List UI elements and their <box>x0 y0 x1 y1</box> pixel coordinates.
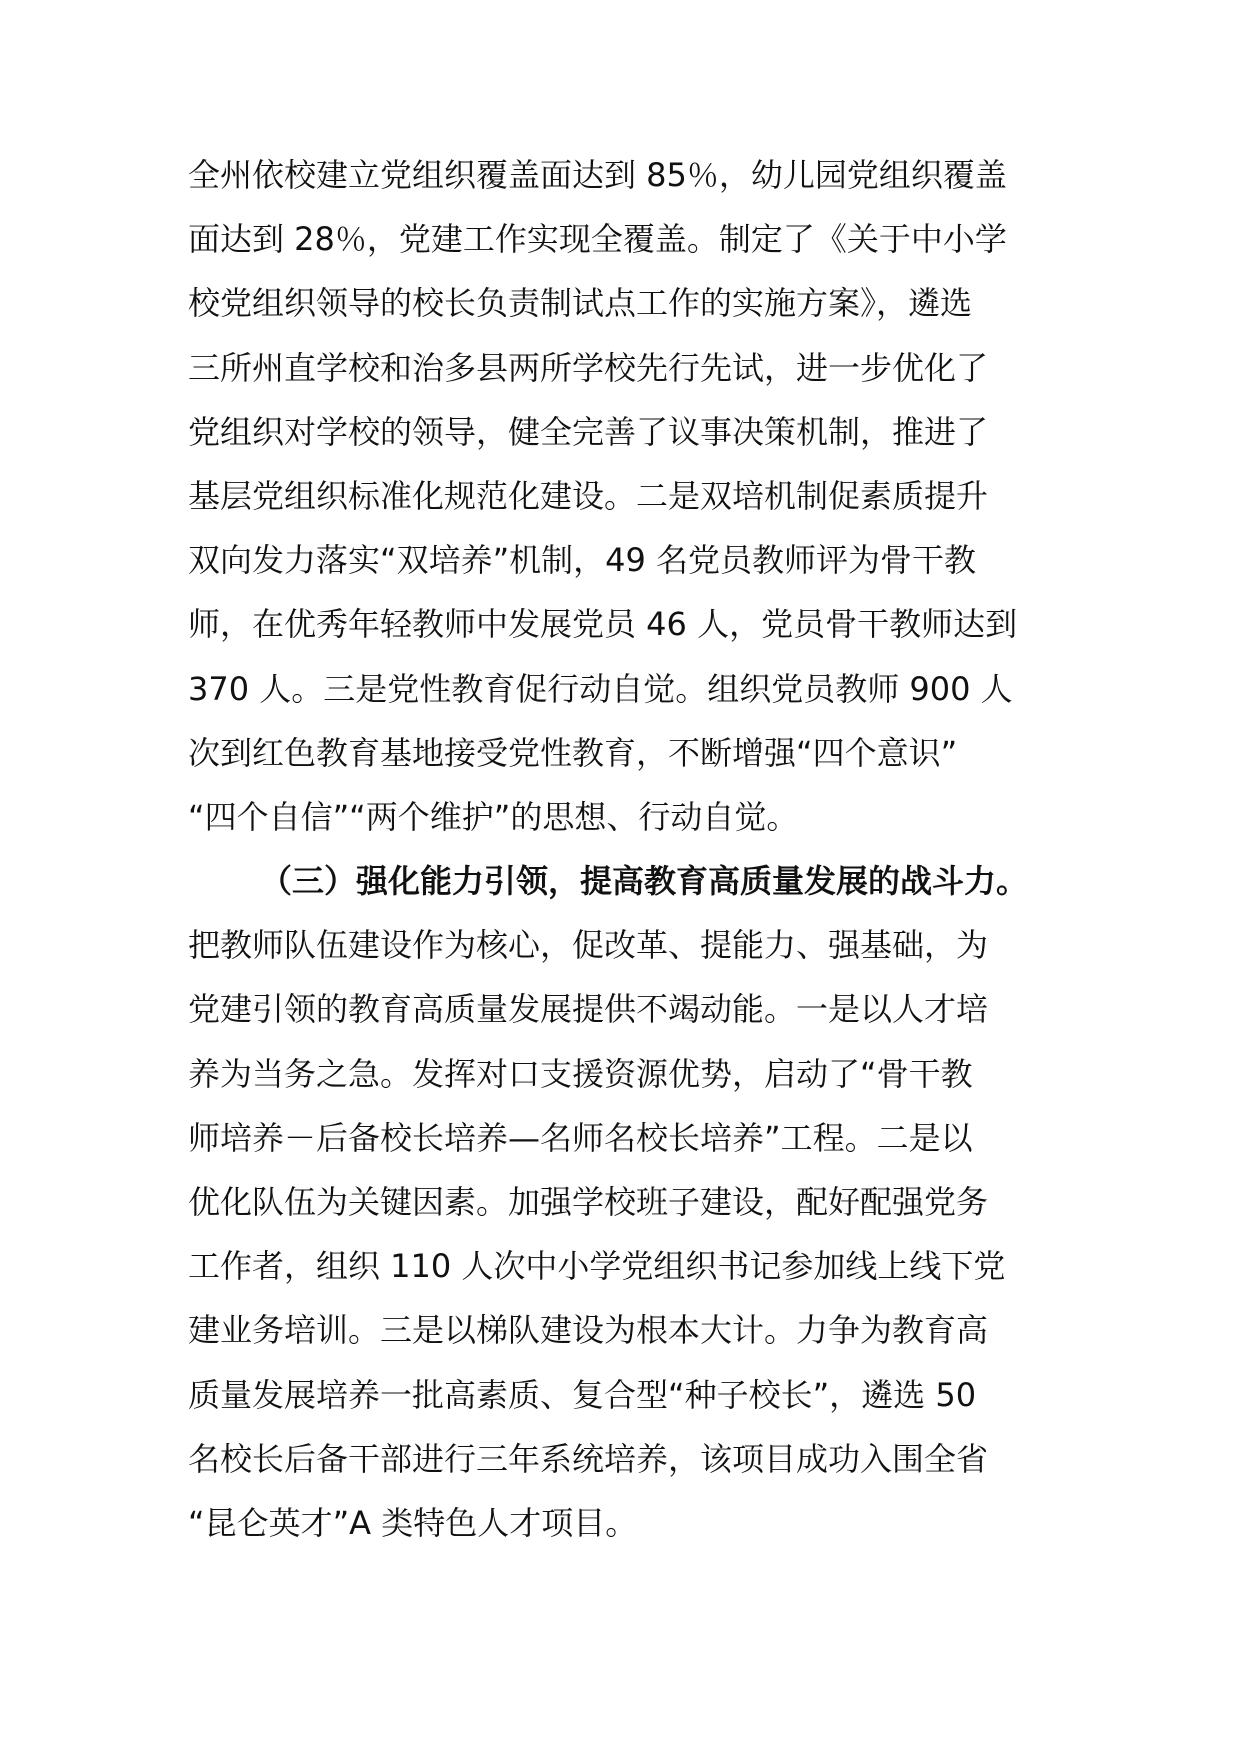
text-line: 优化队伍为关键因素。加强学校班子建设，配好配强党务 <box>188 1183 989 1221</box>
text-line: 师，在优秀年轻教师中发展党员 46 人，党员骨干教师达到 <box>188 605 1018 644</box>
text-line: 三所州直学校和治多县两所学校先行先试，进一步优化了 <box>188 348 989 387</box>
text-line: 次到红色教育基地接受党性教育，不断增强“四个意识” <box>188 733 958 772</box>
text-line: 党建引领的教育高质量发展提供不竭动能。一是以人才培 <box>188 990 989 1029</box>
text-line: 面达到 28％，党建工作实现全覆盖。制定了《关于中小学 <box>188 220 1007 259</box>
text-line: 养为当务之急。发挥对口支援资源优势，启动了“骨干教 <box>188 1054 973 1093</box>
text-line: 370 人。三是党性教育促行动自觉。组织党员教师 900 人 <box>188 669 1013 708</box>
text-line: 师培养－后备校长培养—名师名校长培养”工程。二是以 <box>188 1118 973 1157</box>
text-line: 质量发展培养一批高素质、复合型“种子校长”，遴选 50 <box>188 1375 977 1414</box>
section-heading: （三）强化能力引领，提高教育高质量发展的战斗力。 <box>260 862 1029 901</box>
text-line: “四个自信”“两个维护”的思想、行动自觉。 <box>188 797 799 836</box>
text-line: 基层党组织标准化规范化建设。二是双培机制促素质提升 <box>188 476 989 515</box>
body-text <box>188 143 1068 1555</box>
text-line: 把教师队伍建设作为核心，促改革、提能力、强基础，为 <box>188 926 989 965</box>
text-line: 全州依校建立党组织覆盖面达到 85％，幼儿园党组织覆盖 <box>188 156 1007 194</box>
text-line: 校党组织领导的校长负责制试点工作的实施方案》，遴选 <box>188 284 973 323</box>
text-line: 建业务培训。三是以梯队建设为根本大计。力争为教育高 <box>188 1311 989 1350</box>
text-line: 双向发力落实“双培养”机制，49 名党员教师评为骨干教 <box>188 541 977 580</box>
text-line: 名校长后备干部进行三年系统培养，该项目成功入围全省 <box>188 1439 989 1478</box>
text-line: 工作者，组织 110 人次中小学党组织书记参加线上线下党 <box>188 1247 1006 1286</box>
text-line: “昆仑英才”A 类特色人才项目。 <box>188 1503 638 1542</box>
text-line: 党组织对学校的领导，健全完善了议事决策机制，推进了 <box>188 412 989 451</box>
